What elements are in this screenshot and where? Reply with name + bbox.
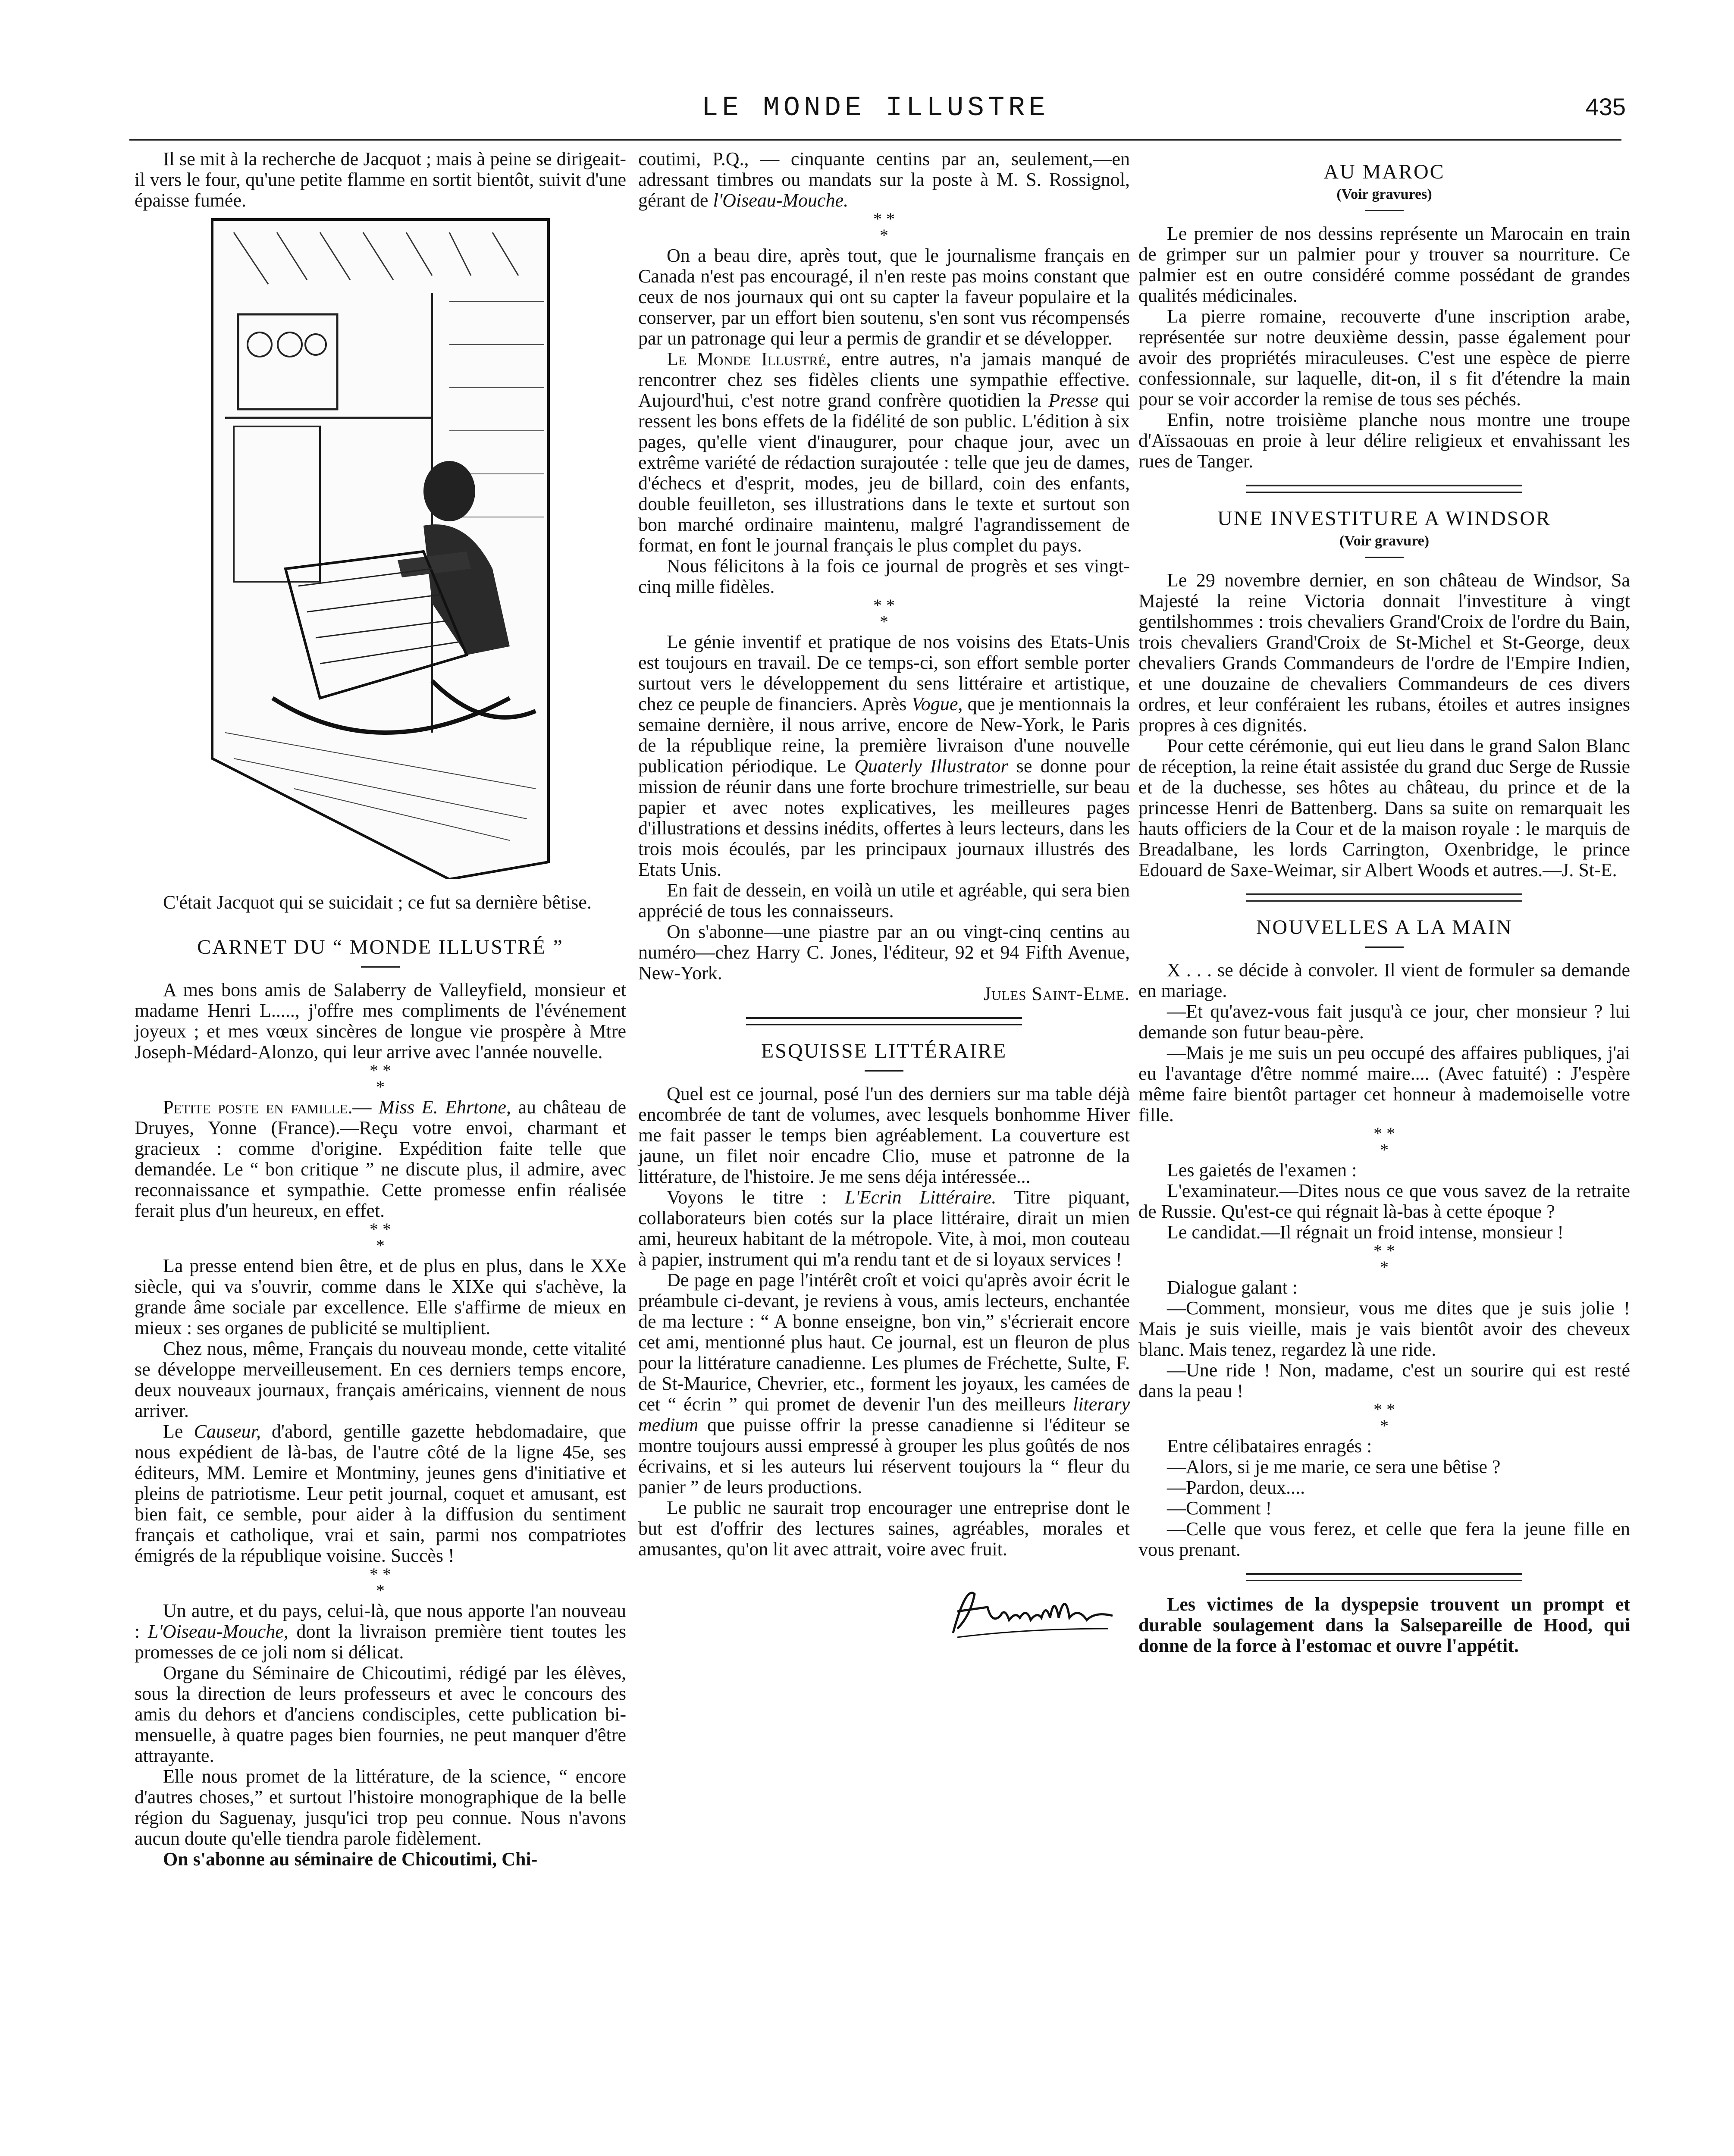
paragraph-text: Le génie inventif et pratique de nos voisins des Etats-Unis est toujours en travail. De ce temps-ci, son effort semble porter surtout vers le développement du sens littéraire et artistique, chez ce peuple de financiers. Après [638,631,1130,714]
journal-name: Vogue, [911,693,963,714]
journal-name: L'Oiseau-Mouche, [147,1621,288,1642]
paragraph-text: entre autres, n'a jamais manqué de rencontrer chez ses fidèles clients une sympathie effective. Aujourd'hui, c'est notre grand confrère quotidien la [638,348,1130,411]
paragraph-text: d'abord, gentille gazette hebdomadaire, que nous expédient de là-bas, de l'autre côté de la ligne 45e, ses éditeurs, MM. Lemire et Montminy, jeunes gens d'initiative et pleins de patriotisme. Leur petit journal, coquet et amusant, est bien fait, ce semble, pour aider à la diffusion du sentiment français et catholique, vrai et sain, parmi nos compatriotes émigrés de la république voisine. Succès ! [135,1421,627,1566]
paragraph: La pierre romaine, recouverte d'une inscription arabe, représentée sur notre deuxième dessin, passe également pour avoir des propriétés miraculeuses. C'est une espèce de pierre confessionnale, sur laquelle, dit-on, il s fit d'étendre la main pour se voir accorder la remise de tous ses péchés. [1138,306,1630,410]
asterism: * * * [873,595,895,631]
paragraph: —Une ride ! Non, madame, c'est un sourire qui est resté dans la peau ! [1138,1360,1630,1401]
column-1 [135,149,626,1870]
page-number: 435 [1585,93,1626,120]
masthead [129,88,1626,140]
paragraph: Le candidat.—Il régnait un froid intense, monsieur ! [1167,1222,1564,1243]
paragraph: Le premier de nos dessins représente un Marocain en train de grimper sur un palmier pour y trouver sa nourriture. Ce palmier est en outre considéré comme possédant de grandes qualités médicinales. [1138,223,1630,306]
asterism: * * * [1373,1400,1395,1435]
paragraph: En fait de dessein, en voilà un utile et agréable, qui sera bien apprécié de tous les connaisseurs. [638,880,1130,921]
journal-name: Le Monde Illustré, [667,348,831,370]
paragraph-monde [638,349,1130,556]
advertisement-text: Les victimes de la dyspepsie trouvent un prompt et durable soulagement dans la Salsepareille de Hood, qui donne de la force à l'estomac et ouvre l'appétit. [1138,1594,1630,1656]
section-subtitle: (Voir gravure) [1339,533,1430,549]
title-rule [865,1070,903,1072]
paragraph-text: Titre piquant, collaborateurs bien cotés sur la place littéraire, dirait un mien ami, heureux habitant de la métropole. Vite, à moi, mon couteau à papier, instrument qui m'a rendu tant et de si loyaux services ! [638,1187,1130,1270]
section-separator [1246,485,1522,493]
asterism: * * * [370,1219,391,1255]
paragraph: —Celle que vous ferez, et celle que fera la jeune fille en vous prenant. [1138,1518,1630,1560]
paragraph: Nous félicitons à la fois ce journal de progrès et ses vingt-cinq mille fidèles. [638,555,1130,597]
section-separator [746,1017,1022,1025]
paragraph-lead: Le [163,1421,183,1442]
advertisement [1138,1594,1630,1656]
title-rule [1365,557,1404,558]
paragraph: Pour cette cérémonie, qui eut lieu dans le grand Salon Blanc de réception, la reine était assistée du grand duc Serge de Russie et de la duchesse, ses hôtes au château, du prince et de la princesse Henri de Battenberg. Dans sa suite on remarquait les hauts officiers de la Cour et de la maison royale : le marquis de Breadalbane, les lords Carrington, Oxenbridge, le prince Edouard de Saxe-Weimar, sir Albert Woods et autres.—J. St-E. [1138,735,1630,881]
paragraph-lecture [638,1270,1130,1498]
paragraph: Organe du Séminaire de Chicoutimi, rédigé par les élèves, sous la direction de leurs professeurs et avec le concours des amis du dehors et d'anciens condisciples, cette publication bi-mensuelle, à quatre pages bien fournies, ne peut manquer d'être attrayante. [135,1662,626,1766]
paragraph: Quel est ce journal, posé l'un des derniers sur ma table déjà encombrée de tant de volumes, avec lesquels bonhomme Hiver me fait passer le temps bien agréablement. La couverture est jaune, un filet noir encadre Clio, muse et patronne de la littérature, de l'histoire. Je me sens déja intéressée... [638,1083,1130,1187]
paragraph: —Et qu'avez-vous fait jusqu'à ce jour, cher monsieur ? lui demande son futur beau-père. [1138,1001,1630,1043]
paragraph-genie [638,632,1130,880]
paragraph-text: De page en page l'intérêt croît et voici qu'après avoir écrit le préambule ci-devant, je reviens à vous, amis lecteurs, enchantée de ma lecture : “ A bonne enseigne, bon vin,” s'écrierait encore cet ami, mentionné plus haut. Ce journal, est un fleuron de plus pour la littérature canadienne. Les plumes de Fréchette, Sulte, F. de St-Maurice, Chevrier, etc., forment les joyaux, les camées de cet “ écrin ” qui promet de devenir l'un des meilleurs [638,1269,1130,1415]
journal-name: Presse [1048,390,1098,411]
section-title-carnet: CARNET DU “ MONDE ILLUSTRÉ ” [197,936,564,959]
section-title-esquisse: ESQUISSE LITTÉRAIRE [761,1040,1007,1062]
paragraph-text: que puisse offrir la presse canadienne si l'éditeur se montre toujours aussi empressé à grouper les plus goûtés de nos écrivains, et si les auteurs lui réservent toujours la “ fleur du panier ” de leurs productions. [638,1414,1130,1498]
paragraph-text: se donne pour mission de réunir dans une forte brochure trimestrielle, sur beau papier et avec notes explicatives, les meilleures pages d'illustrations et dessins inédits, offertes à leurs lecteurs, dans les trois mois écoulés, par les principaux journaux illustrés des Etats Unis. [638,755,1130,880]
paragraph: On a beau dire, après tout, que le journalisme français en Canada n'est pas encouragé, il n'en reste pas moins constant que ceux de nos journaux qui ont su capter la faveur populaire et la conserver, par un effort bien soutenu, s'en sont vus récompensés par un patronage qui leur a permis de grandir et se développer. [638,245,1130,349]
paragraph: X . . . se décide à convoler. Il vient de formuler sa demande en mariage. [1138,959,1630,1001]
section-subtitle: (Voir gravures) [1336,186,1432,202]
illustration-caption: C'était Jacquot qui se suicidait ; ce fut sa dernière bêtise. [163,892,592,913]
paragraph: Dialogue galant : [1167,1277,1298,1298]
journal-name: Quaterly Illustrator [854,755,1008,777]
newspaper-title: LE MONDE ILLUSTRE [702,93,1049,124]
journal-name: Causeur, [194,1421,261,1442]
column-3 [1138,149,1630,1656]
paragraph: Enfin, notre troisième planche nous montre une troupe d'Aïssaouas en proie à leur délire religieux et envahissant les rues de Tanger. [1138,409,1630,472]
paragraph-text: Un autre, et du pays, celui-là, que nous apporte l'an nouveau : [135,1600,626,1642]
paragraph: On s'abonne au séminaire de Chicoutimi, Chi- [163,1849,538,1870]
paragraph: Il se mit à la recherche de Jacquot ; mais à peine se dirigeait-il vers le four, qu'une petite flamme en sortit bientôt, suivit d'une épaisse fumée. [135,148,626,211]
handwritten-signature [940,1577,1121,1646]
paragraph: Les gaietés de l'examen : [1167,1159,1357,1181]
paragraph: —Alors, si je me marie, ce sera une bêtise ? [1167,1456,1501,1477]
asterism: * * * [1373,1124,1395,1159]
section-separator [1246,893,1522,902]
asterism: * * * [1373,1241,1395,1277]
asterism: * * * [370,1061,391,1097]
paragraph: —Mais je me suis un peu occupé des affaires publiques, j'ai eu l'avantage d'être nommé maire.... (Avec fatuité) : J'espère même faire bientôt partager cet honneur à mademoiselle votre fille. [1138,1042,1630,1125]
paragraph: —Comment, monsieur, vous me dites que je suis jolie ! Mais je suis vieille, mais je vais bientôt avoir des cheveux blanc. Mais tenez, regardez là une ride. [1138,1297,1630,1360]
title-rule [1365,210,1404,211]
paragraph-ecrin [638,1187,1130,1270]
section-separator [1246,1573,1522,1581]
paragraph-causeur [135,1421,626,1566]
paragraph: Le public ne saurait trop encourager une entreprise dont le but est d'offrir des lectures saines, agréables, morales et amusantes, qu'on lit avec attrait, voire avec fruit. [638,1497,1130,1560]
addressee-name: Miss E. Ehrtone, [378,1097,511,1118]
paragraph: Entre célibataires enragés : [1167,1435,1372,1457]
illustration-jacquot [208,215,553,879]
paragraph-text: Voyons le titre : [667,1187,827,1208]
paragraph-text: qui ressent les bons effets de la fidélité de son public. L'édition à six pages, qu'elle vient d'inaugurer, pour chaque jour, avec un extrême variété de rédaction surajoutée : telle que jeu de dames, d'échecs et d'esprit, modes, jeu de billard, coin des enfants, double feuilleton, ses illustrations dans le texte et surtout son bon marché ordinaire maintenu, malgré l'agrandissement de format, en font le journal français le plus complet du pays. [638,390,1130,556]
paragraph: —Comment ! [1167,1498,1272,1519]
title-rule [361,966,400,968]
paragraph-text: au château de Druyes, Yonne (France).—Reçu votre envoi, charmant et gracieux : comme d'origine. Expédition faite telle que demandée. Le “ bon critique ” ne discute plus, il admire, avec reconnaissance et sympathie. Cette promesse enfin réalisée ferait plus d'un heureux, en effet. [135,1097,626,1221]
paragraph: —Pardon, deux.... [1167,1477,1305,1498]
column-2 [638,149,1130,1646]
paragraph: L'examinateur.—Dites nous ce que vous savez de la retraite de Russie. Qu'est-ce qui régnait là-bas à cette époque ? [1138,1180,1630,1222]
foreign-phrase: literary medium [638,1394,1130,1435]
author-signature: Jules Saint-Elme. [983,983,1130,1004]
journal-name: l'Oiseau-Mouche. [713,190,849,211]
paragraph-continued [638,149,1130,211]
paragraph: On s'abonne—une piastre par an ou vingt-cinq centins au numéro—chez Harry C. Jones, l'éditeur, 92 et 94 Fifth Avenue, New-York. [638,921,1130,984]
paragraph: Le 29 novembre dernier, en son château de Windsor, Sa Majesté la reine Victoria donnait l'investiture à vingt gentilshommes : trois chevaliers Grand'Croix de l'ordre du Bain, trois chevaliers Grand'Croix de St-Michel et St-George, deux chevaliers Grands Commandeurs de l'ordre de l'Empire Indien, et une douzaine de chevaliers Commandeurs de ces divers ordres, et leur conféraient les rubans, étoiles et autres insignes propres à ces dignités. [1138,570,1630,736]
paragraph-text: coutimi, P.Q., — cinquante centins par an, seulement,—en adressant timbres ou mandats sur la poste à M. S. Rossignol, gérant de [638,148,1130,211]
paragraph: Chez nous, même, Français du nouveau monde, cette vitalité se développe merveilleusement. En ces derniers temps encore, deux nouveaux journaux, français américains, viennent de nous arriver. [135,1338,626,1421]
paragraph-text: dont la livraison première tient toutes les promesses de ce joli nom si délicat. [135,1621,626,1663]
paragraph: A mes bons amis de Salaberry de Valleyfield, monsieur et madame Henri L....., j'offre mes compliments de l'événement joyeux ; et mes vœux sincères de longue vie prospère à Mtre Joseph-Médard-Alonzo, qui leur arrive avec l'année nouvelle. [135,979,626,1062]
paragraph: La presse entend bien être, et de plus en plus, dans le XXe siècle, qui va s'ouvrir, comme dans le XIXe qui s'achève, la grande âme sociale par excellence. Elle s'affirme de mieux en mieux : ses organes de publicité se multiplient. [135,1255,626,1338]
run-in-label: Petite poste en famille. [163,1097,353,1118]
section-title-windsor: UNE INVESTITURE A WINDSOR [1217,507,1552,530]
paragraph-text: que je mentionnais la semaine dernière, il nous arrive, encore de New-York, le Paris de la république reine, la première livraison d'une nouvelle publication périodique. Le [638,693,1130,777]
asterism: * * * [873,209,895,245]
paragraph-petite-poste: Petite poste en famille.— Miss E. Ehrtone, au château de Druyes, Yonne (France).—Reçu votre envoi, charmant et gracieux : comme d'origine. Expédition faite telle que demandée. Le “ bon critique ” ne discute plus, il admire, avec reconnaissance et sympathie. Cette promesse enfin réalisée ferait plus d'un heureux, en effet. [135,1097,626,1221]
header-rule [129,139,1621,141]
paragraph: Elle nous promet de la littérature, de la science, “ encore d'autres choses,” et surtout l'histoire monographique de la belle région du Saguenay, jusqu'ici trop peu connue. Nous n'avons aucun doute qu'elle tiendra parole fidèlement. [135,1766,626,1849]
paragraph-oiseau [135,1601,626,1663]
title-rule [1365,946,1404,948]
asterism: * * * [370,1564,391,1600]
section-title-nouvelles: NOUVELLES A LA MAIN [1256,916,1513,939]
journal-name: L'Ecrin Littéraire. [844,1187,997,1208]
section-title-maroc: AU MAROC [1323,160,1445,183]
